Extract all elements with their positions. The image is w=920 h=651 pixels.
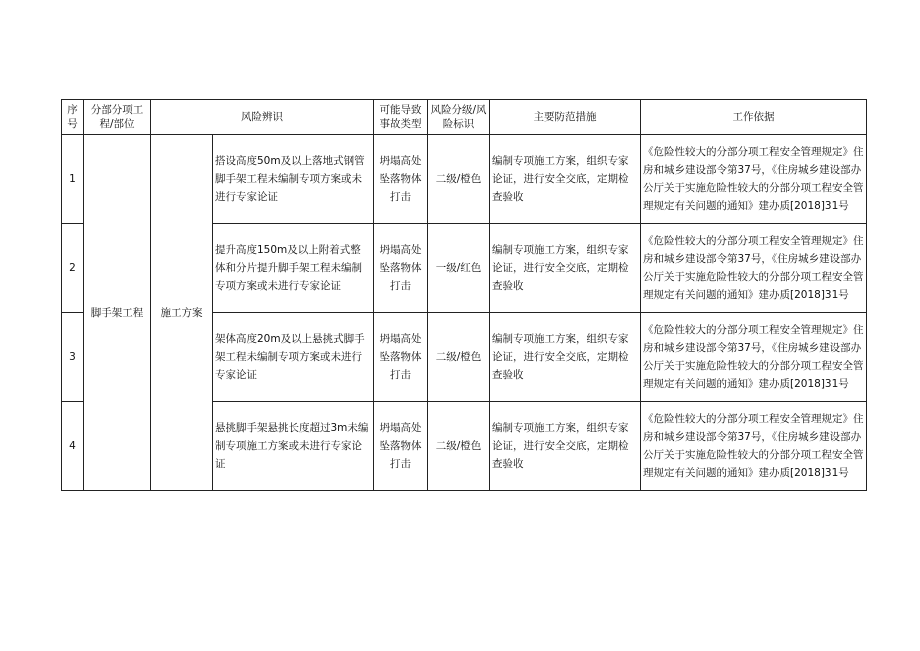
risk-table — [61, 99, 867, 491]
header-accident: 可能导致事故类型 — [374, 100, 428, 135]
row-accident: 坍塌高处坠落物体打击 — [374, 224, 428, 313]
header-part: 分部分项工程/部位 — [84, 100, 151, 135]
row-seq: 4 — [62, 402, 84, 491]
row-level: 二级/橙色 — [428, 135, 490, 224]
row-risk: 架体高度20m及以上悬挑式脚手架工程未编制专项方案或未进行专家论证 — [213, 313, 374, 402]
row-risk: 搭设高度50m及以上落地式钢管脚手架工程未编制专项方案或未进行专家论证 — [213, 135, 374, 224]
row-basis: 《危险性较大的分部分项工程安全管理规定》住房和城乡建设部令第37号，《住房城乡建设部办公厅关于实施危险性较大的分部分项工程安全管理规定有关问题的通知》建办质[2018]31号 — [641, 402, 867, 491]
header-row — [62, 100, 867, 135]
row-basis: 《危险性较大的分部分项工程安全管理规定》住房和城乡建设部令第37号，《住房城乡建设部办公厅关于实施危险性较大的分部分项工程安全管理规定有关问题的通知》建办质[2018]31号 — [641, 313, 867, 402]
header-level: 风险分级/风险标识 — [428, 100, 490, 135]
row-accident: 坍塌高处坠落物体打击 — [374, 313, 428, 402]
header-basis: 工作依据 — [641, 100, 867, 135]
row-measures: 编制专项施工方案，组织专家论证，进行安全交底，定期检查验收 — [490, 402, 641, 491]
row-seq: 2 — [62, 224, 84, 313]
row-level: 二级/橙色 — [428, 313, 490, 402]
row-seq: 3 — [62, 313, 84, 402]
header-measures: 主要防范措施 — [490, 100, 641, 135]
row-measures: 编制专项施工方案，组织专家论证，进行安全交底，定期检查验收 — [490, 135, 641, 224]
row-risk: 提升高度150m及以上附着式整体和分片提升脚手架工程未编制专项方案或未进行专家论证 — [213, 224, 374, 313]
header-risk: 风险辨识 — [151, 100, 374, 135]
row-basis: 《危险性较大的分部分项工程安全管理规定》住房和城乡建设部令第37号，《住房城乡建设部办公厅关于实施危险性较大的分部分项工程安全管理规定有关问题的通知》建办质[2018]31号 — [641, 224, 867, 313]
row-basis: 《危险性较大的分部分项工程安全管理规定》住房和城乡建设部令第37号，《住房城乡建设部办公厅关于实施危险性较大的分部分项工程安全管理规定有关问题的通知》建办质[2018]31号 — [641, 135, 867, 224]
row-accident: 坍塌高处坠落物体打击 — [374, 402, 428, 491]
row-measures: 编制专项施工方案，组织专家论证，进行安全交底，定期检查验收 — [490, 313, 641, 402]
row-level: 二级/橙色 — [428, 402, 490, 491]
row-seq: 1 — [62, 135, 84, 224]
group-item: 施工方案 — [151, 135, 213, 491]
table-row — [62, 135, 867, 224]
row-measures: 编制专项施工方案，组织专家论证，进行安全交底，定期检查验收 — [490, 224, 641, 313]
row-accident: 坍塌高处坠落物体打击 — [374, 135, 428, 224]
group-part: 脚手架工程 — [84, 135, 151, 491]
row-risk: 悬挑脚手架悬挑长度超过3m未编制专项施工方案或未进行专家论证 — [213, 402, 374, 491]
row-level: 一级/红色 — [428, 224, 490, 313]
header-seq: 序号 — [62, 100, 84, 135]
